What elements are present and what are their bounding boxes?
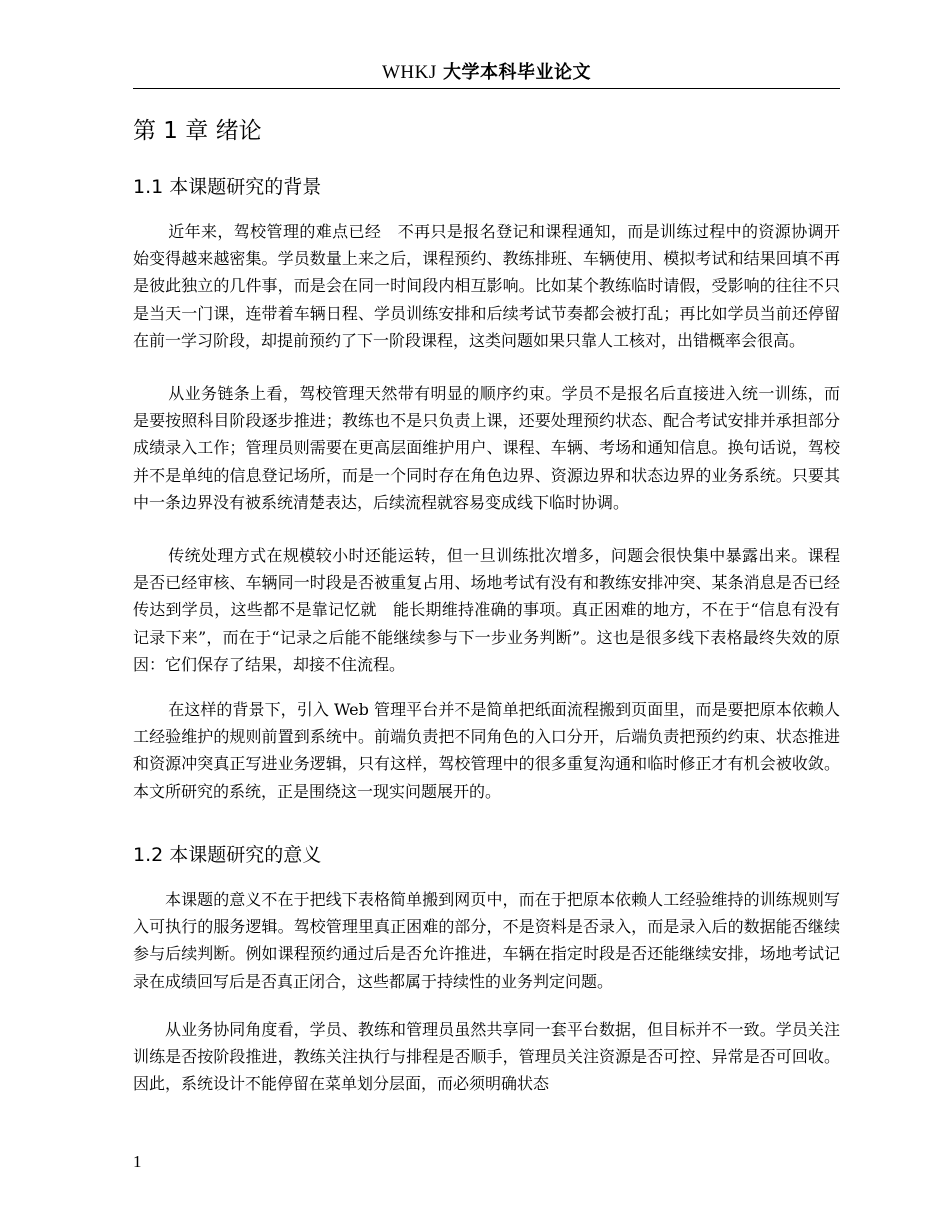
- body-paragraph: 在这样的背景下，引入 Web 管理平台并不是简单把纸面流程搬到页面里，而是要把原本依赖人工经验维护的规则前置到系统中。前端负责把不同角色的入口分开，后端负责把预约约束、状态推进和资源冲突真正写进业务逻辑，只有这样，驾校管理中的很多重复沟通和临时修正才有机会被收敛。本文所研究的系统，正是围绕这一现实问题展开的。: [133, 700, 840, 801]
- body-paragraph: 从业务链条上看，驾校管理天然带有明显的顺序约束。学员不是报名后直接进入统一训练，而是要按照科目阶段逐步推进；教练也不是只负责上课，还要处理预约状态、配合考试安排并承担部分成绩录入工作；管理员则需要在更高层面维护用户、课程、车辆、考场和通知信息。换句话说，驾校并不是单纯的信息登记场所，而是一个同时存在角色边界、资源边界和状态边界的业务系统。只要其中一条边界没有被系统清楚表达，后续流程就容易变成线下临时协调。: [133, 384, 840, 512]
- section-heading-significance: 1.2 本课题研究的意义: [133, 844, 322, 866]
- running-header: [133, 62, 840, 89]
- chapter-title: 第 1 章 绪论: [133, 118, 262, 144]
- body-paragraph: 从业务协同角度看，学员、教练和管理员虽然共享同一套平台数据，但目标并不一致。学员关注训练是否按阶段推进，教练关注执行与排程是否顺手，管理员关注资源是否可控、异常是否可回收。因此，系统设计不能停留在菜单划分层面，而必须明确状态: [133, 1020, 840, 1094]
- section-heading-background: 1.1 本课题研究的背景: [133, 176, 322, 198]
- body-paragraph: 本课题的意义不在于把线下表格简单搬到网页中，而在于把原本依赖人工经验维持的训练规则写入可执行的服务逻辑。驾校管理里真正困难的部分，不是资料是否录入，而是录入后的数据能否继续参与后续判断。例如课程预约通过后是否允许推进，车辆在指定时段是否还能继续安排，场地考试记录在成绩回写后是否真正闭合，这些都属于持续性的业务判定问题。: [133, 890, 840, 991]
- page-number: 1: [133, 1152, 142, 1171]
- body-paragraph: 传统处理方式在规模较小时还能运转，但一旦训练批次增多，问题会很快集中暴露出来。课程是否已经审核、车辆同一时段是否被重复占用、场地考试有没有和教练安排冲突、某条消息是否已经传达到学员，这些都不是靠记忆就 能长期维持准确的事项。真正困难的地方，不在于“信息有没有记录下来”，而在于“记录之后能不能继续参与下一步业务判断”。这也是很多线下表格最终失效的原因：它们保存了结果，却接不住流程。: [133, 546, 840, 674]
- header-thesis-type: 大学本科毕业论文: [443, 62, 591, 83]
- header-school-code: WHKJ: [381, 62, 437, 83]
- body-paragraph: 近年来，驾校管理的难点已经 不再只是报名登记和课程通知，而是训练过程中的资源协调开始变得越来越密集。学员数量上来之后，课程预约、教练排班、车辆使用、模拟考试和结果回填不再是彼此独立的几件事，而是会在同一时间段内相互影响。比如某个教练临时请假，受影响的往往不只是当天一门课，连带着车辆日程、学员训练安排和后续考试节奏都会被打乱；再比如学员当前还停留在前一学习阶段，却提前预约了下一阶段课程，这类问题如果只靠人工核对，出错概率会很高。: [133, 222, 840, 350]
